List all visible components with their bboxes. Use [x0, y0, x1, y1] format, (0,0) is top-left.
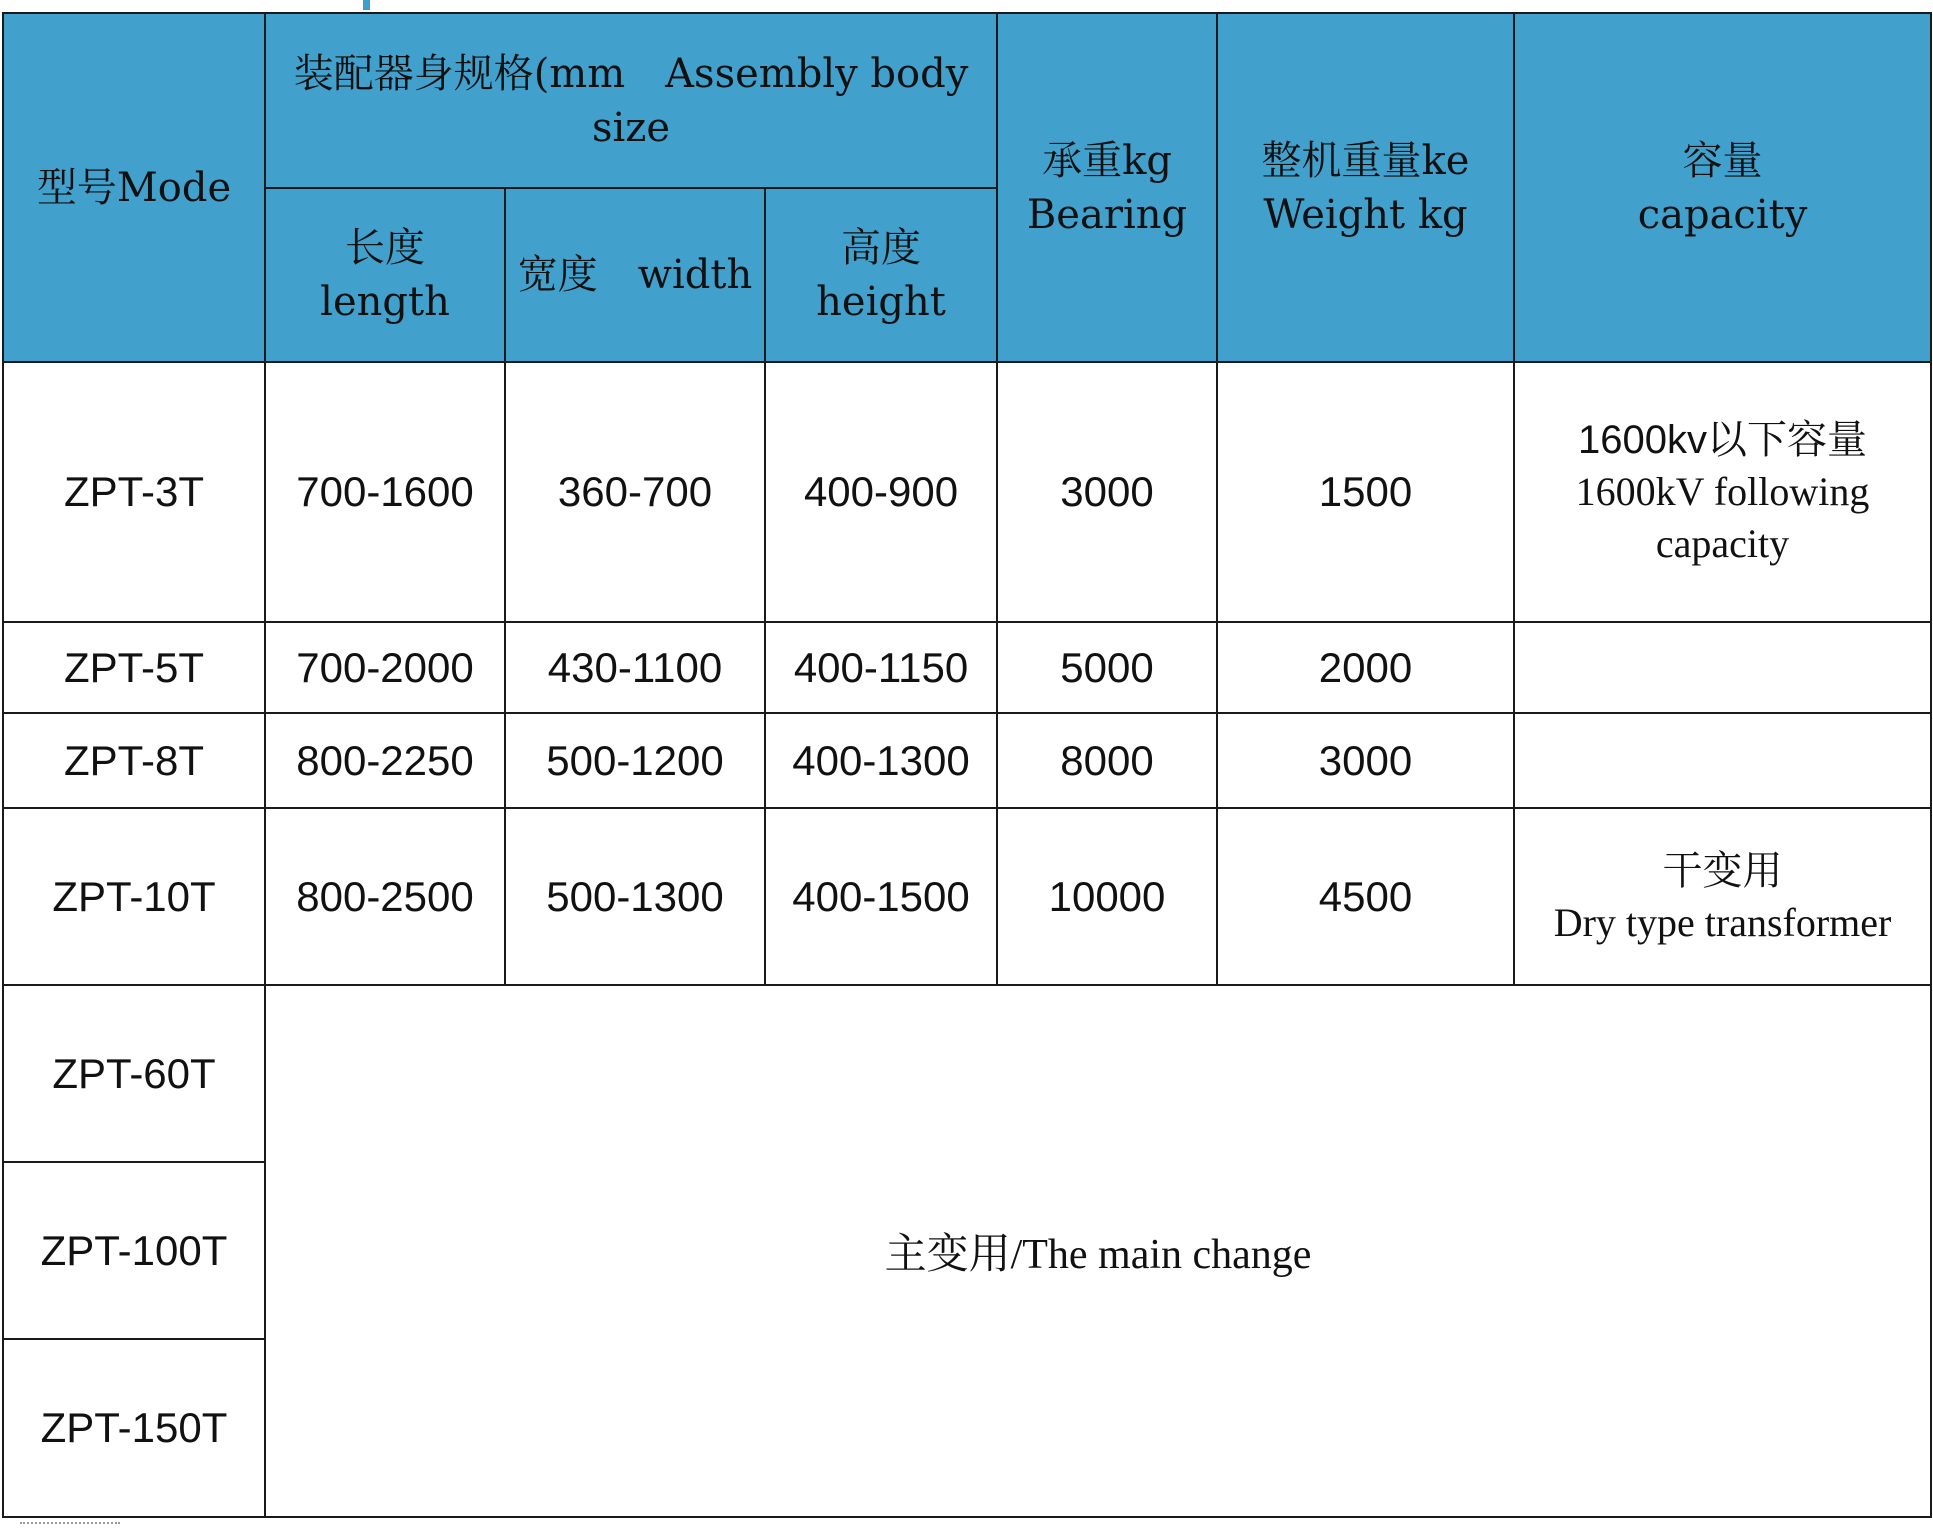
model-cell: ZPT-8T [3, 713, 265, 808]
weight-cell: 3000 [1217, 713, 1514, 808]
model-cell: ZPT-60T [3, 985, 265, 1162]
height-cell: 400-1500 [765, 808, 997, 985]
table-row [3, 985, 1931, 1162]
width-cell: 430-1100 [505, 622, 765, 713]
spec-table [2, 12, 1932, 1518]
height-cell: 400-1150 [765, 622, 997, 713]
length-cell: 700-1600 [265, 362, 505, 622]
model-cell: ZPT-3T [3, 362, 265, 622]
width-header: 宽度 width [505, 188, 765, 362]
weight-header: 整机重量ke Weight kg [1217, 13, 1514, 362]
capacity-cell-empty [1514, 713, 1931, 808]
height-cell: 400-900 [765, 362, 997, 622]
height-cell: 400-1300 [765, 713, 997, 808]
table-row [3, 362, 1931, 622]
length-cell: 800-2500 [265, 808, 505, 985]
assembly-header: 装配器身规格(mm Assembly body size [265, 13, 997, 188]
height-header: 高度 height [765, 188, 997, 362]
length-cell: 700-2000 [265, 622, 505, 713]
model-cell: ZPT-5T [3, 622, 265, 713]
weight-cell: 2000 [1217, 622, 1514, 713]
accent-mark [363, 0, 370, 10]
model-cell: ZPT-10T [3, 808, 265, 985]
width-cell: 500-1300 [505, 808, 765, 985]
bearing-cell: 5000 [997, 622, 1217, 713]
bearing-cell: 10000 [997, 808, 1217, 985]
length-header: 长度 length [265, 188, 505, 362]
table-row [3, 808, 1931, 985]
bearing-cell: 3000 [997, 362, 1217, 622]
bearing-cell: 8000 [997, 713, 1217, 808]
capacity-header: 容量 capacity [1514, 13, 1931, 362]
width-cell: 500-1200 [505, 713, 765, 808]
main-change-note: 主变用/The main change [265, 985, 1931, 1517]
header-row-1 [3, 13, 1931, 188]
length-cell: 800-2250 [265, 713, 505, 808]
weight-cell: 1500 [1217, 362, 1514, 622]
capacity-note-dry-type: 干变用 Dry type transformer [1514, 808, 1931, 985]
table-row [3, 713, 1931, 808]
capacity-cell-empty [1514, 622, 1931, 713]
model-cell: ZPT-150T [3, 1339, 265, 1517]
weight-cell: 4500 [1217, 808, 1514, 985]
table-row [3, 622, 1931, 713]
model-cell: ZPT-100T [3, 1162, 265, 1339]
model-header: 型号Mode [3, 13, 265, 362]
width-cell: 360-700 [505, 362, 765, 622]
capacity-note-1600kv: 1600kv以下容量 1600kV following capacity [1514, 362, 1931, 622]
bearing-header: 承重kg Bearing [997, 13, 1217, 362]
footer-dots [20, 1522, 120, 1528]
